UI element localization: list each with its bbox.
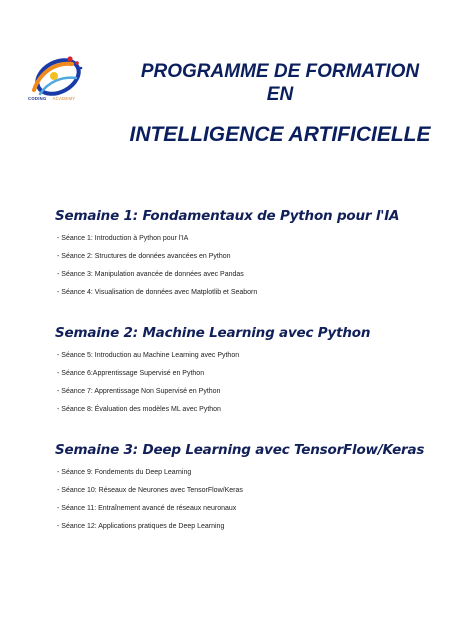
coding-academy-logo <box>26 50 94 102</box>
session-item: - Séance 9: Fondements du Deep Learning <box>57 469 192 476</box>
logo-word-coding: CODING <box>28 96 47 101</box>
session-item: - Séance 1: Introduction à Python pour l'IA <box>57 235 189 242</box>
session-item: - Séance 11: Entraînement avancé de réseaux neuronaux <box>57 505 237 512</box>
session-item: - Séance 8: Évaluation des modèles ML avec Python <box>57 406 221 413</box>
week-2-session-list <box>57 351 455 423</box>
session-item: - Séance 4: Visualisation de données avec Matplotlib et Seaborn <box>57 289 258 296</box>
session-item: - Séance 10: Réseaux de Neurones avec TensorFlow/Keras <box>57 487 243 494</box>
week-1-session-list <box>57 234 455 306</box>
week-3-heading: Semaine 3: Deep Learning avec TensorFlow/Keras <box>55 442 425 458</box>
session-item: - Séance 3: Manipulation avancée de données avec Pandas <box>57 271 244 278</box>
session-item: - Séance 5: Introduction au Machine Learning avec Python <box>57 352 240 359</box>
week-1-heading: Semaine 1: Fondamentaux de Python pour l'IA <box>55 208 400 224</box>
week-2-heading: Semaine 2: Machine Learning avec Python <box>55 325 371 341</box>
logo-wordmark <box>28 96 98 101</box>
title-line-3: INTELLIGENCE ARTIFICIELLE <box>129 123 431 146</box>
logo-swoosh-icon <box>26 50 94 100</box>
session-item: - Séance 2: Structures de données avancées en Python <box>57 253 231 260</box>
week-3-section <box>55 442 455 540</box>
week-3-session-list <box>57 468 455 540</box>
session-item: - Séance 7: Apprentissage Non Supervisé en Python <box>57 388 221 395</box>
logo-word-academy: ACADEMY <box>52 96 76 101</box>
document-title <box>100 60 460 146</box>
session-item: - Séance 12: Applications pratiques de Deep Learning <box>57 523 225 530</box>
title-line-2: EN <box>266 84 294 105</box>
week-2-section <box>55 325 455 423</box>
week-1-section <box>55 208 455 306</box>
title-line-1: PROGRAMME DE FORMATION <box>140 61 420 82</box>
session-item: - Séance 6:Apprentissage Supervisé en Python <box>57 370 205 377</box>
